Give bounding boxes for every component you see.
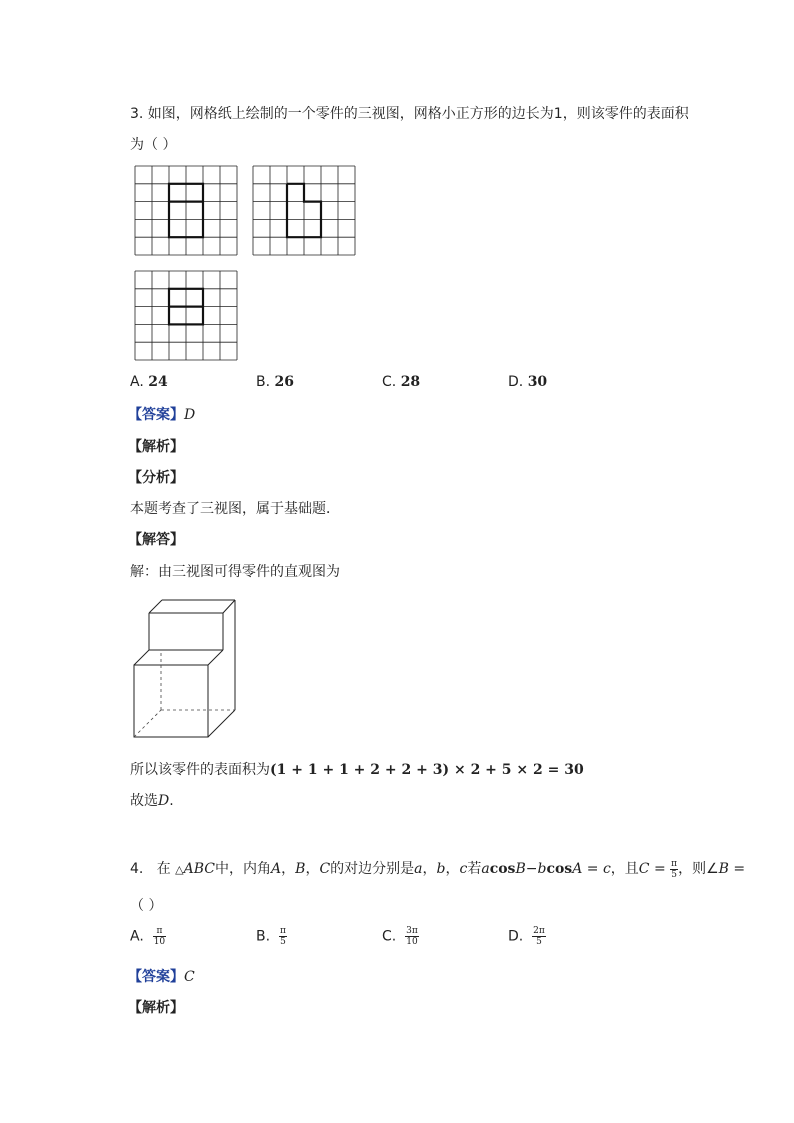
q4-answer: 【答案】C	[128, 969, 195, 985]
q3-surface-area-line: 所以该零件的表面积为(1 + 1 + 1 + 2 + 2 + 3) × 2 + 5 × 2 = 30	[130, 762, 584, 778]
q3-jieda-text: 解：由三视图可得零件的直观图为	[130, 564, 340, 580]
q3-jiexi-tag: 【解析】	[128, 439, 184, 455]
q4-option-a[interactable]: A. $\frac{\pi}{10}$	[130, 926, 166, 947]
q3-option-b[interactable]: B. 26	[256, 374, 294, 390]
q4-jiexi-tag: 【解析】	[128, 1000, 184, 1016]
q3-fenxi-text: 本题考查了三视图，属于基础题．	[130, 501, 340, 517]
q3-fenxi-tag: 【分析】	[128, 470, 184, 486]
q4-option-d[interactable]: D. $\frac{2\pi}{5}$	[508, 926, 545, 947]
side-view-grid	[253, 166, 355, 255]
q4-stem-line1: 4. 在 △ABC中，内角A，B，C的对边分别是a，b，c若acosB−bcosA = c，且C = $\frac{\pi}{5}$ ，则∠B =	[130, 858, 746, 880]
stem-fraction: $\frac{\pi}{5}$	[671, 858, 678, 880]
fraction: $\frac{\pi}{10}$	[153, 926, 166, 947]
fraction: $\frac{2\pi}{5}$	[533, 926, 545, 947]
q4-option-c[interactable]: C. $\frac{3\pi}{10}$	[382, 926, 418, 947]
q4-stem-line2: （ ）	[130, 898, 163, 914]
solid-perspective-figure	[132, 598, 238, 738]
q3-jieda-tag: 【解答】	[128, 532, 184, 548]
q3-conclusion: 故选D.	[130, 793, 174, 809]
top-view-grid	[135, 271, 237, 360]
front-view-grid	[135, 166, 237, 255]
q4-option-b[interactable]: B. $\frac{\pi}{5}$	[256, 926, 286, 947]
fraction: $\frac{3\pi}{10}$	[406, 926, 418, 947]
q3-option-d[interactable]: D. 30	[508, 374, 548, 390]
q3-option-a[interactable]: A. 24	[130, 374, 168, 390]
q3-stem-line2: 为（ ）	[130, 137, 177, 153]
fraction: $\frac{\pi}{5}$	[279, 926, 286, 947]
q3-option-c[interactable]: C. 28	[382, 374, 421, 390]
q3-answer: 【答案】D	[128, 407, 196, 423]
q3-stem-line1: 3. 如图，网格纸上绘制的一个零件的三视图，网格小正方形的边长为1，则该零件的表面积	[130, 106, 689, 122]
